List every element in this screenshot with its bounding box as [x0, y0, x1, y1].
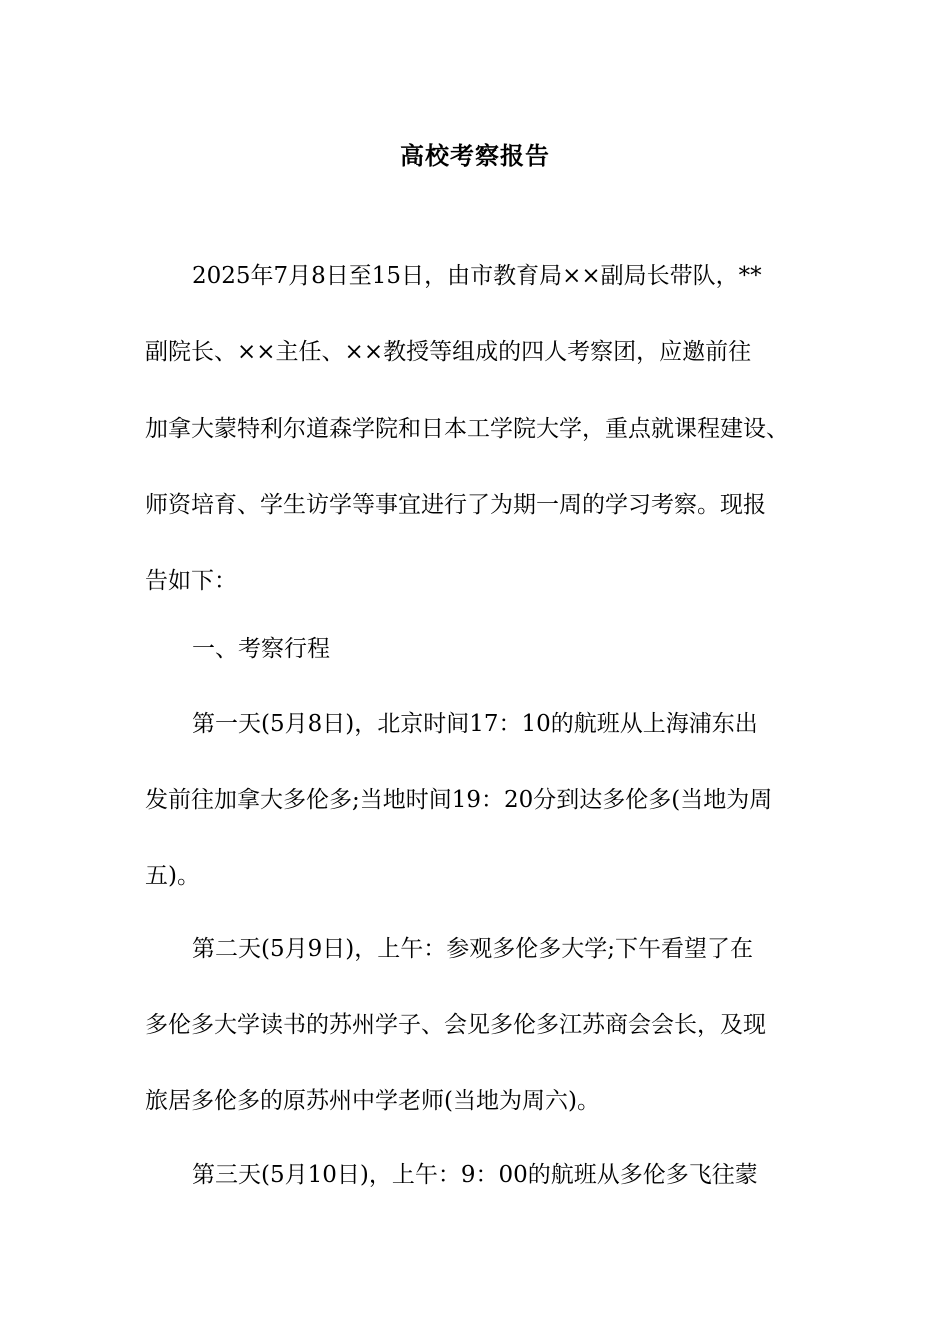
paragraph-line: 五)。 [145, 863, 200, 889]
page-title: 高校考察报告 [400, 141, 550, 170]
paragraph-line: 多伦多大学读书的苏州学子、会见多伦多江苏商会会长，及现 [145, 1012, 766, 1038]
paragraph-line: 第一天(5月8日)，北京时间17：10的航班从上海浦东出 [192, 711, 758, 737]
paragraph-line: 加拿大蒙特利尔道森学院和日本工学院大学，重点就课程建设、 [145, 416, 789, 442]
paragraph-line: 2025年7月8日至15日，由市教育局××副局长带队，** [192, 263, 762, 289]
paragraph-line: 旅居多伦多的原苏州中学老师(当地为周六)。 [145, 1088, 600, 1114]
paragraph-line: 第二天(5月9日)，上午：参观多伦多大学;下午看望了在 [192, 936, 753, 962]
paragraph-line: 第三天(5月10日)，上午：9：00的航班从多伦多飞往蒙 [192, 1162, 758, 1188]
paragraph-line: 发前往加拿大多伦多;当地时间19：20分到达多伦多(当地为周 [145, 787, 773, 813]
section-heading: 一、考察行程 [192, 636, 330, 662]
paragraph-line: 告如下： [145, 568, 237, 594]
paragraph-line: 师资培育、学生访学等事宜进行了为期一周的学习考察。现报 [145, 492, 766, 518]
paragraph-line: 副院长、××主任、××教授等组成的四人考察团，应邀前往 [145, 339, 752, 365]
